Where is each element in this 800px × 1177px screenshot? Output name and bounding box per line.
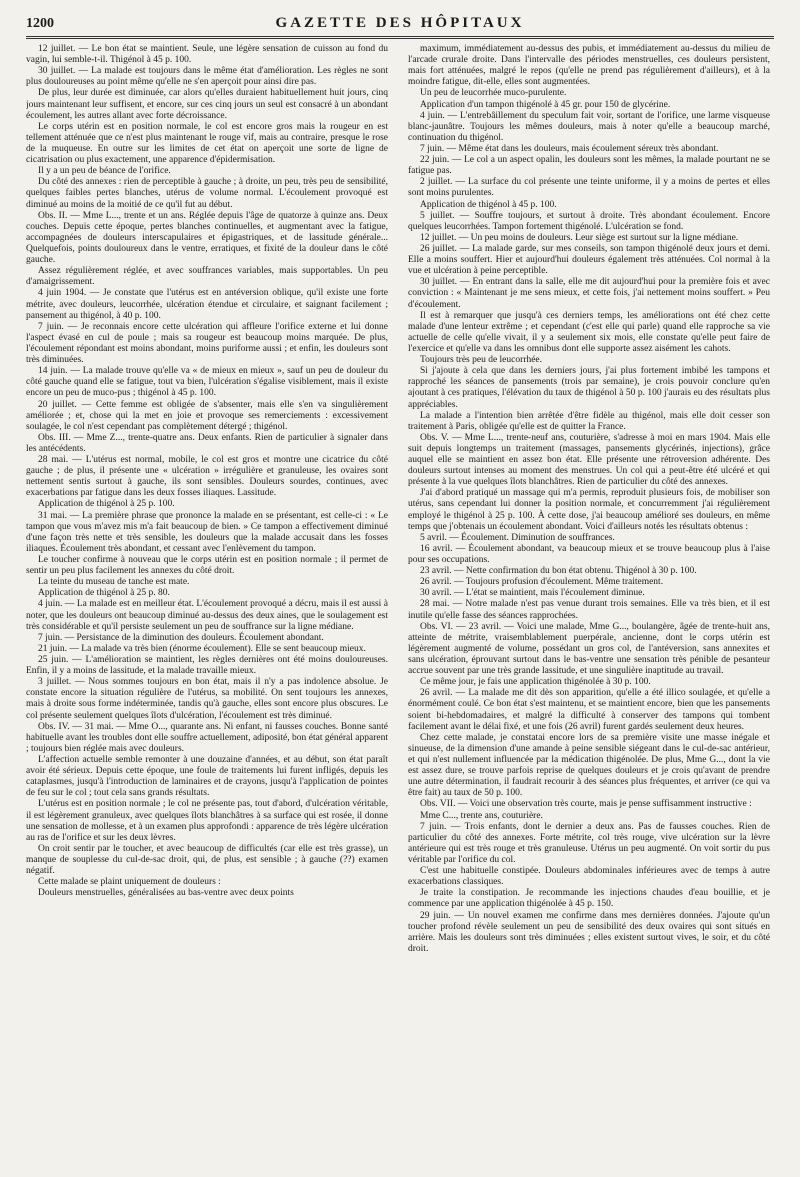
paragraph: Toujours très peu de leucorrhée. [420, 355, 542, 366]
paragraph: Obs. III. — Mme Z..., trente-quatre ans. Deux enfants. Rien de particulier à signaler dans les antécédents. [26, 432, 388, 454]
paragraph: 14 juin. — La malade trouve qu'elle va « de mieux en mieux », sauf un peu de douleur du côté gauche quand elle se fatigue, tout va bien, l'ulcération s'égalise visiblement, mais il existe encore un peu de muco-pus ; thigénol à 45 p. 100. [26, 366, 388, 399]
paragraph: 7 juin. — Même état dans les douleurs, mais écoulement séreux très abondant. [420, 143, 719, 154]
left-column [26, 44, 388, 1169]
paragraph: C'est une habituelle constipée. Douleurs abdominales inférieures avec de temps à autre exacerbations classiques. [408, 866, 770, 888]
paragraph: 25 juin. — L'amélioration se maintient, les règles dernières ont été moins douloureuses. Enfin, il y a moins de lassitude, et la malade travaille mieux. [26, 655, 388, 677]
paragraph: 12 juillet. — Le bon état se maintient. Seule, une légère sensation de cuisson au fond du vagin, lui semble-t-il. Thigénol à 45 p. 100. [26, 44, 388, 66]
paragraph: Obs. II. — Mme L..., trente et un ans. Réglée depuis l'âge de quatorze à quinze ans. Deux couches. Depuis cette époque, pertes blanches continuelles, et augmentant avec la fatigue, accompagnées de douleurs interscapulaires et épigastriques, et de lassitude générale... Quelquefois, points douloureux dans le ventre, erratiques, et fixité de la douleur dans le côté gauche. [26, 210, 388, 266]
paragraph: 4 juin 1904. — Je constate que l'utérus est en antéversion oblique, qu'il existe une forte métrite, avec douleurs, leucorrhée, ulcération étendue et circulaire, et saignant facilement ; pansement au thigénol, à 40 p. 100. [26, 288, 388, 321]
paragraph: Application de thigénol à 45 p. 100. [420, 199, 557, 210]
paragraph: Je traite la constipation. Je recommande les injections chaudes d'eau bouillie, et je commence par une application thigénolée à 45 p. 150. [408, 888, 770, 910]
paragraph: On croit sentir par le toucher, et avec beaucoup de difficultés (car elle est très grasse), un manque de souplesse du cul-de-sac droit, qui, de plus, est sensible ; à gauche (??) examen négatif. [26, 843, 388, 877]
paragraph: 3 juillet. — Nous sommes toujours en bon état, mais il n'y a pas indolence absolue. Je constate encore la situation régulière de l'utérus, sa mobilité. On sent toujours les annexes, mais à droite sous forme indéterminée, tandis qu'à gauche, elles sont encore plus obscures. Le col présente seulement quelques îlots d'ulcération, l'écoulement est très diminué. [26, 677, 388, 721]
page-number: 1200 [26, 16, 54, 31]
paragraph: Le toucher confirme à nouveau que le corps utérin est en position normale ; il permet de sentir un peu plus facilement les annexes du côté droit. [26, 555, 388, 577]
paragraph: Le corps utérin est en position normale, le col est encore gros mais la rougeur en est tellement atténuée que ce n'est plus maintenant le rouge vif, mais au contraire, presque le rose de la muqueuse. En outre sur les limites de cet état on aperçoit une sorte de ligne de cicatrisation ou plus exactement, une apparence d'épidermisation. [26, 121, 388, 166]
paragraph: 12 juillet. — Un peu moins de douleurs. Leur siège est surtout sur la ligne médiane. [420, 232, 739, 243]
paragraph: Obs. V. — Mme L..., trente-neuf ans, couturière, s'adresse à moi en mars 1904. Mais elle suit depuis longtemps un traitement (massages, pansements glycérinés, injections), grâce auquel elle se maintient en assez bon état. Elle présente une rétroversion adhérente. Des douleurs surtout intenses au moment des menstrues. Un col qui a peut-être été ulcéré et qui présente à la vue quelques îlots blanchâtres. Rien de particulier du côté des annexes. [408, 432, 770, 488]
paragraph: 28 mai. — L'utérus est normal, mobile, le col est gros et montre une cicatrice du côté gauche ; de plus, il présente une « ulcération » irrégulière et granuleuse, les ovaires sont nettement sentis surtout à gauche, ils sont sensibles. Douleurs sourdes, continues, avec exacerbations par fatigue dans les deux fosses iliaques. Lassitude. [26, 455, 388, 499]
journal-title: GAZETTE DES HÔPITAUX [275, 15, 525, 31]
paragraph: 30 avril. — L'état se maintient, mais l'écoulement diminue. [420, 588, 645, 599]
paragraph: Obs. VI. — 23 avril. — Voici une malade, Mme G..., boulangère, âgée de trente-huit ans, atteinte de métrite, vraisemblablement puerpérale, ancienne, dont le corps utérin est légèrement augmenté de volume, possédant un gros col, de l'antéversion, sans annexites et sans ulcération, éprouvant surtout dans le bas-ventre une sensation très pénible de pesanteur accrue souvent par une très grande lassitude, et une singulière inaptitude au travail. [408, 621, 770, 677]
paragraph: La malade a l'intention bien arrêtée d'être fidèle au thigénol, mais elle doit cesser son traitement à Paris, obligée qu'elle est de quitter la France. [408, 410, 770, 432]
paragraph: 26 juillet. — La malade garde, sur mes conseils, son tampon thigénolé deux jours et demi. Elle a moins souffert. Hier et aujourd'hui douleurs également très atténuées. Col normal à la vue et ulcération à peine perceptible. [408, 243, 770, 277]
paragraph: maximum, immédiatement au-dessus des pubis, et immédiatement au-dessus du milieu de l'arcade crurale droite. Dans l'intervalle des périodes menstruelles, ces douleurs persistent, mais fort atténuées, malgré le repos (qu'elle ne prend pas régulièrement d'ailleurs), et à la moindre fatigue, dit-elle, elles sont augmentées. [408, 44, 770, 88]
paragraph: 20 juillet. — Cette femme est obligée de s'absenter, mais elle s'en va singulièrement améliorée ; et, chose qui la met en joie et provoque ses remerciements : excessivement soulagée, le col n'est cependant pas complètement détergé ; thigénol. [26, 399, 388, 432]
paragraph: Douleurs menstruelles, généralisées au bas-ventre avec deux points [38, 888, 294, 899]
paragraph: 29 juin. — Un nouvel examen me confirme dans mes dernières données. J'ajoute qu'un toucher profond révèle seulement un peu de sensibilité des deux ovaires qui sont situés en arrière. Mais les douleurs sont très diminuées ; elles existent surtout vives, le soir, et du côté droit. [408, 910, 770, 954]
paragraph: Application d'un tampon thigénolé à 45 gr. pour 150 de glycérine. [420, 99, 671, 110]
paragraph: 4 juin. — L'entrebâillement du speculum fait voir, sortant de l'orifice, une larme visqueuse blanc-jaunâtre. Toujours les mêmes douleurs, mais à noter qu'elle a beaucoup marché, continuation du thigénol. [408, 110, 770, 143]
paragraph: 7 juin. — Persistance de la diminution des douleurs. Écoulement abondant. [38, 632, 324, 643]
right-column [408, 44, 770, 1169]
paragraph: Du côté des annexes : rien de perceptible à gauche ; à droite, un peu, très peu de sensibilité, quelques faibles pertes blanches, utérus de volume normal. L'écoulement provoqué est diminué au moins de la moitié de ce qu'il fut au début. [26, 177, 388, 210]
paragraph: 5 avril. — Écoulement. Diminution de souffrances. [420, 532, 615, 543]
paragraph: 16 avril. — Écoulement abondant, va beaucoup mieux et se trouve beaucoup plus à l'aise pour ses occupations. [408, 543, 770, 566]
paragraph: 23 avril. — Nette confirmation du bon état obtenu. Thigénol à 30 p. 100. [420, 566, 697, 577]
running-header [26, 14, 774, 39]
paragraph: Obs. VII. — Voici une observation très courte, mais je pense suffisamment instructive : [420, 799, 752, 810]
paragraph: Mme C..., trente ans, couturière. [420, 810, 543, 821]
paragraph: 7 juin. — Trois enfants, dont le dernier a deux ans. Pas de fausses couches. Rien de particulier du côté des annexes. Forte métrite, col très rouge, vive ulcération sur la lèvre antérieure qui est très rouge et très granuleuse. Utérus un peu augmenté. On voit sortir du pus véritable par l'orifice du col. [408, 821, 770, 865]
paragraph: Assez régulièrement réglée, et avec souffrances variables, mais supportables. Un peu d'amaigrissement. [26, 266, 388, 288]
paragraph: 31 mai. — La première phrase que prononce la malade en se présentant, est celle-ci : « Le tampon que vous m'avez mis m'a fait beaucoup de bien. » Ce tampon a effectivement diminué d'une façon très nette et très sensible, les douleurs que la malade accusait dans les fosses iliaques. Écoulement très abondant, et cessant avec l'enlèvement du tampon. [26, 510, 388, 554]
paragraph: 26 avril. — Toujours profusion d'écoulement. Même traitement. [420, 577, 664, 588]
paragraph: Application de thigénol à 25 p. 80. [38, 588, 170, 599]
paragraph: Il y a un peu de béance de l'orifice. [38, 166, 171, 177]
paragraph: 30 juillet. — En entrant dans la salle, elle me dit aujourd'hui pour la première fois et avec conviction : « Maintenant je me sens mieux, et cette fois, j'ai nettement moins souffert. » Peu d'écoulement. [408, 277, 770, 310]
paragraph: Application de thigénol à 25 p. 100. [38, 499, 175, 510]
paragraph: Chez cette malade, je constatai encore lors de sa première visite une masse inégale et sinueuse, de la dimension d'une amande à peine sensible siégeant dans le cul-de-sac antérieur, et qui n'est nullement influencée par la médication thigénolée. De plus, Mme G..., dont la vie est assez dure, se trouve parfois reprise de quelques douleurs et je crois qu'avant de prendre une autre détermination, il faudrait recourir à des séances plus fréquentes, et arriver (ce qui va être fait) au taux de 50 p. 100. [408, 732, 770, 799]
paragraph: J'ai d'abord pratiqué un massage qui m'a permis, reproduit plusieurs fois, de mobiliser son utérus, sans cependant lui donner la position normale, et concurremment j'ai régulièrement employé le thigénol à 25 p. 100. À cette dose, j'ai beaucoup amélioré ses douleurs, en même temps que j'obtenais un écoulement abondant. Voici d'ailleurs notés les résultats obtenus : [408, 488, 770, 532]
paragraph: Si j'ajoute à cela que dans les derniers jours, j'ai plus fortement imbibé les tampons et rapproché les séances de pansements (trois par semaine), je crois pouvoir conclure qu'en ajoutant à ces pratiques, l'élévation du taux de thigénol à 50 p. 100 j'aurais eu des résultats plus appréciables. [408, 366, 770, 410]
paragraph: 22 juin. — Le col a un aspect opalin, les douleurs sont les mêmes, la malade pourtant ne se fatigue pas. [408, 155, 770, 177]
paragraph: La teinte du museau de tanche est mate. [38, 577, 190, 588]
paragraph: 7 juin. — Je reconnais encore cette ulcération qui affleure l'orifice externe et lui donne l'aspect évasé en cul de poule ; mais sa rougeur est beaucoup moins marquée. De plus, l'écoulement répondant est moins abondant, moins puriforme aussi ; et enfin, les douleurs sont très diminuées. [26, 321, 388, 366]
paragraph: 2 juillet. — La surface du col présente une teinte uniforme, il y a moins de pertes et elles sont moins purulentes. [408, 177, 770, 199]
paragraph: 5 juillet. — Souffre toujours, et surtout à droite. Très abondant écoulement. Encore quelques leucorrhées. Tampon fortement thigénolé. L'ulcération se fond. [408, 210, 770, 232]
paragraph: De plus, leur durée est diminuée, car alors qu'elles duraient habituellement huit jours, cinq jours maintenant leur suffisent, et encore, sur ces cinq jours un seul est consacré à un abondant écoulement, les autres allant avec forte décroissance. [26, 88, 388, 121]
paragraph: Un peu de leucorrhée muco-purulente. [420, 88, 567, 99]
paragraph: 21 juin. — La malade va très bien (énorme écoulement). Elle se sent beaucoup mieux. [38, 643, 366, 654]
paragraph: 30 juillet. — La malade est toujours dans le même état d'amélioration. Les règles ne sont plus douloureuses au point même qu'elle ne s'en aperçoit pour ainsi dire pas. [26, 66, 388, 88]
paragraph: 4 juin. — La malade est en meilleur état. L'écoulement provoqué a décru, mais il est aussi à noter, que les douleurs ont beaucoup diminué au-dessus des deux aines, que le soulagement est très considérable et qu'il persiste seulement un peu de souffrance sur la ligne médiane. [26, 599, 388, 632]
paragraph: Obs. IV. — 31 mai. — Mme O..., quarante ans. Ni enfant, ni fausses couches. Bonne santé habituelle avant les troubles dont elle souffre actuellement, adiposité, bon état général apparent ; toujours bien réglée mais avec douleurs. [26, 721, 388, 754]
paragraph: Ce même jour, je fais une application thigénolée à 30 p. 100. [420, 677, 651, 688]
paragraph: L'affection actuelle semble remonter à une douzaine d'années, et au début, son état paraît avoir été sérieux. Depuis cette époque, une foule de traitements lui furent infligés, depuis les cataplasmes, jusqu'à l'introduction de laminaires et de crayons, jusqu'à l'application de pointes de feu sur le col ; tout cela sans grands résultats. [26, 755, 388, 799]
paragraph: Cette malade se plaint uniquement de douleurs : [38, 877, 221, 888]
paragraph: 26 avril. — La malade me dit dès son apparition, qu'elle a été illico soulagée, et qu'elle a énormément coulé. Ce bon état s'est maintenu, et se maintient encore, bien que les pansements soient bi-hebdomadaires, et malgré la difficulté à conserver des tampons qui tombent facilement avant le délai fixé, et une fois (26 avril) furent gardés seulement deux heures. [408, 688, 770, 732]
paragraph: L'utérus est en position normale ; le col ne présente pas, tout d'abord, d'ulcération véritable, il est légèrement granuleux, avec quelques îlots blanchâtres à sa surface qui est rosée, il donne une sensation de mollesse, et à un examen plus approfondi : apparence de très légère ulcération au ras de l'orifice et sur les deux lèvres. [26, 799, 388, 843]
paragraph: 28 mai. — Notre malade n'est pas venue durant trois semaines. Elle va très bien, et il est inutile qu'elle fasse des séances rapprochées. [408, 599, 770, 621]
paragraph: Il est à remarquer que jusqu'à ces derniers temps, les améliorations ont été chez cette malade d'une lenteur extrême ; et cependant (c'est elle qui parle) quand elle rapproche sa vie actuelle de celle qu'elle vivait, il y a seulement six mois, elle constate qu'elle peut faire de l'exercice et qu'elle va dans les omnibus dont elle supporte assez aisément les cahots. [408, 310, 770, 354]
